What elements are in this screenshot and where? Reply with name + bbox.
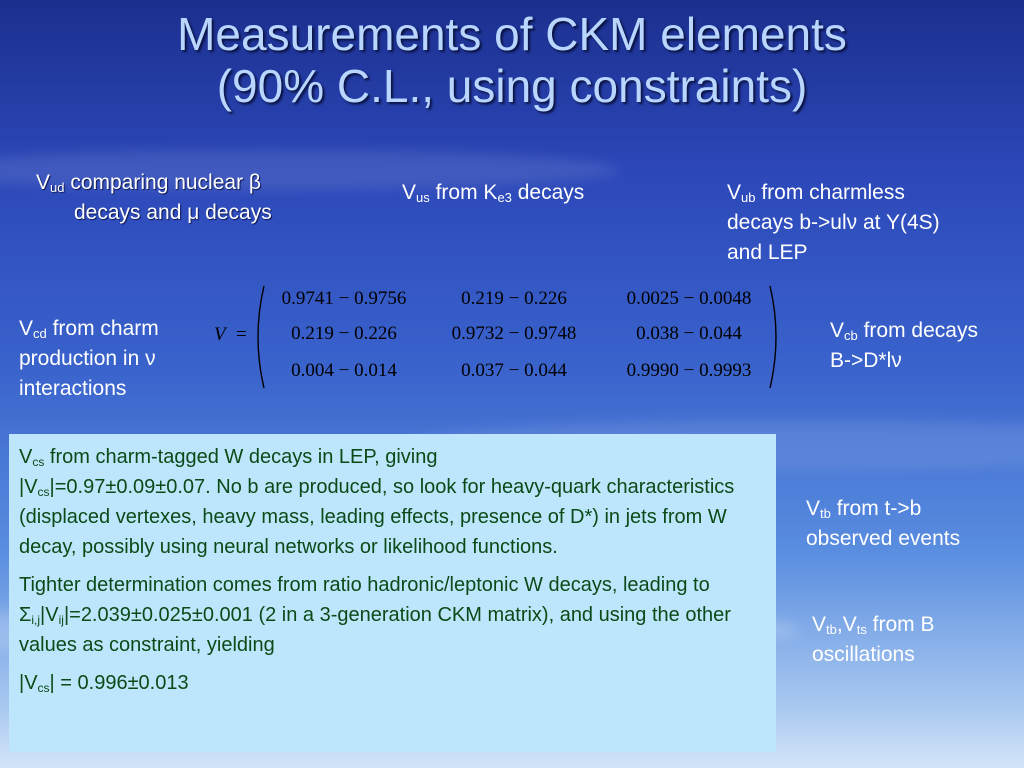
vcs-info-box <box>9 434 776 752</box>
vub-label: $V_{ub}$ from charmless decays b->ulν at Y(4S) and LEP <box>727 181 940 264</box>
vcd-label: $V_{cd}$ from charm production in ν interactions <box>19 317 159 400</box>
matrix-cell: 0.219 − 0.226 <box>461 288 567 309</box>
title-line-2: (90% C.L., using constraints) <box>216 60 808 112</box>
vcs-paragraph-2: Tighter determination comes from ratio hadronic/leptonic W decays, leading to $\Sigma_{i,j}|V_{ij}|=2.039\pm 0.025\pm 0.001$ (2 in a 3-generation CKM matrix), and using the other values as constraint, yielding <box>19 574 731 656</box>
matrix-lhs: V <box>214 324 226 345</box>
ckm-matrix <box>214 282 784 392</box>
matrix-cell: 0.9732 − 0.9748 <box>451 323 577 344</box>
matrix-cell: 0.037 − 0.044 <box>461 360 567 381</box>
vud-label: $V_{ud}$ comparing nuclear β decays and μ decays <box>36 171 272 224</box>
matrix-cell: 0.9741 − 0.9756 <box>281 288 407 309</box>
title-line-1: Measurements of CKM elements <box>177 8 847 60</box>
vcs-paragraph-1: $V_{cs}$ from charm-tagged W decays in LEP, giving $|V_{cs}|=0.97\pm 0.09\pm 0.07$. No b are produced, so look for heavy-quark characteristics (displaced vertexes, heavy mass, leading effects, presence of D*) in jets from W decay, possibly using neural networks or likelihood functions. <box>19 446 735 558</box>
matrix-cell: 0.0025 − 0.0048 <box>626 288 752 309</box>
vus-label: $V_{us}$ from $K_{e3}$ decays <box>402 181 585 205</box>
slide-title <box>0 8 1024 112</box>
vtb-label: $V_{tb}$ from t->b observed events <box>806 497 961 550</box>
vtb-vts-label: $V_{tb},V_{ts}$ from B oscillations <box>812 613 935 666</box>
matrix-cell: 0.9990 − 0.9993 <box>626 360 752 381</box>
matrix-cell: 0.004 − 0.014 <box>291 360 397 381</box>
matrix-cell: 0.038 − 0.044 <box>636 323 742 344</box>
vcs-result: $|V_{cs}| = 0.996\pm 0.013$ <box>19 672 189 695</box>
vcb-label: $V_{cb}$ from decays B->D*lν <box>830 319 978 372</box>
matrix-cell: 0.219 − 0.226 <box>291 323 397 344</box>
matrix-equals: = <box>236 324 247 345</box>
